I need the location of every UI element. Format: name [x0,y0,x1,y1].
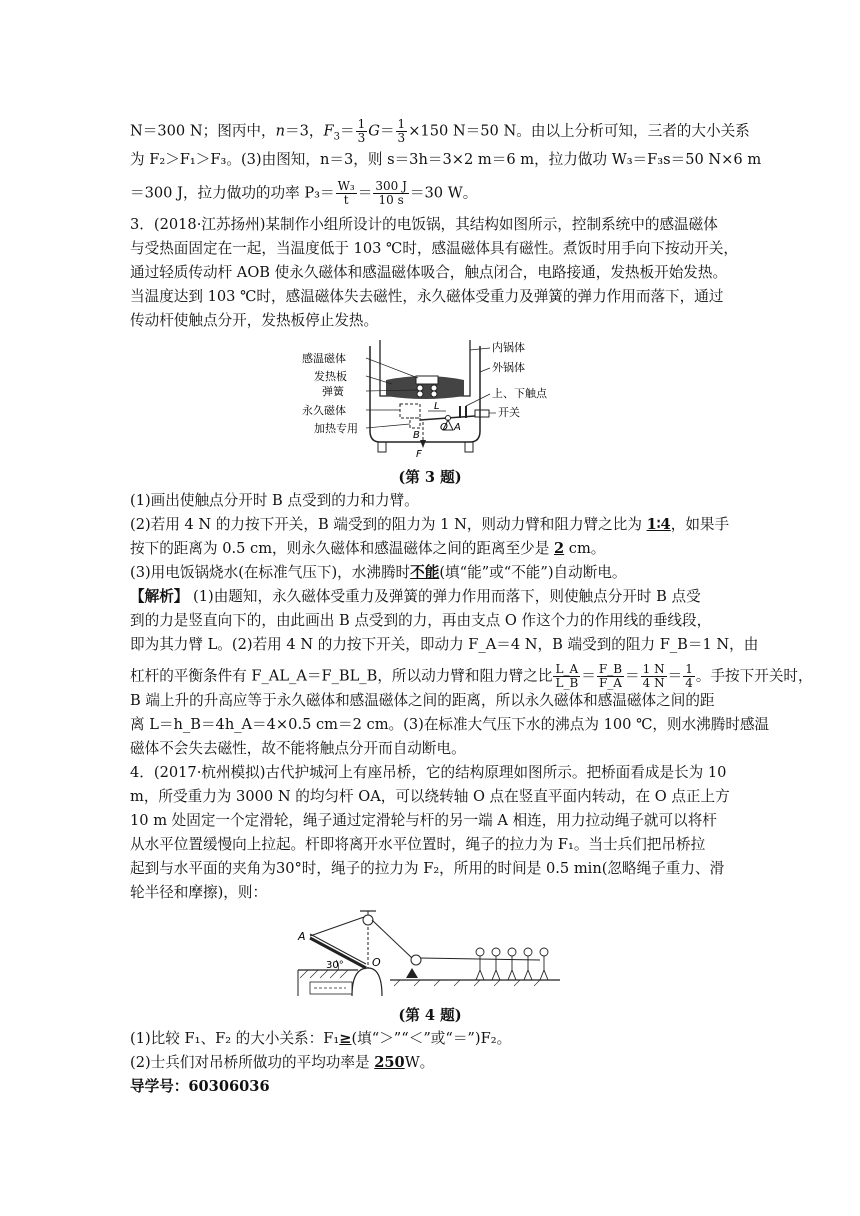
prev-solution-line-3: ＝300 J，拉力做功的功率 P₃＝ $\frac{\text{W₃}}{t}$ ＝ $\frac{300 J}{10 s}$ ＝30 W。 [130,179,478,207]
q4-line-4: 从水平位置缓慢向上拉起。杆即将离开水平位置时，绳子的拉力为 F₁。当士兵们把吊桥拉 [130,836,706,853]
q3-line-4: 当温度达到 103 ℃时，感温磁体失去磁性，永久磁体受重力及弹簧的弹力作用而落下，通过 [130,288,724,305]
label-A: A [298,930,306,943]
label-L: L [434,401,440,412]
label-spring: 弹簧 [322,385,344,398]
label-heating-plate: 发热板 [314,370,347,383]
q3-sub2-line1: (2)若用 4 N 的力按下开关，B 端受到的阻力为 1 N，则动力臂和阻力臂之比为 1∶4，如果手 [130,516,730,533]
fraction: $\frac{1 N}{4 N}$ [642,662,665,690]
prev-solution-line-2: 为 F₂＞F₁＞F₃。(3)由图知，n＝3，则 s＝3h＝3×2 m＝6 m，拉力做功 W₃＝F₃s＝50 N×6 m [130,151,762,168]
fraction: $\frac{1}{3}$ [397,117,406,145]
q3-sub3: (3)用电饭锅烧水(在标准气压下)，水沸腾时不能(填“能”或“不能”)自动断电。 [130,564,627,581]
guide-number: 导学号：60306036 [130,1078,270,1095]
q3-analysis-line4: 杠杆的平衡条件有 F_AL_A＝F_BL_B，所以动力臂和阻力臂之比 $\frac{L\_A}{L\_B}$ ＝ $\frac{F\_B}{F\_A}$ ＝ $\frac{1 N}{4 N}$ ＝ $\frac{1}{4}$ 。手按下开关时， [130,662,813,690]
q4-line-1: 4．(2017·杭州模拟)古代护城河上有座吊桥，它的结构原理如图所示。把桥面看成是长为 10 [130,764,727,781]
q4-line-5: 起到与水平面的夹角为30°时，绳子的拉力为 F₂，所用的时间是 0.5 min(忽略绳子重力、滑 [130,860,725,877]
q4-sub2: (2)士兵们对吊桥所做功的平均功率是 250W。 [130,1054,435,1071]
q4-line-3: 10 m 处固定一个定滑轮，绳子通过定滑轮与杆的另一端 A 相连，用力拉动绳子就可以将杆 [130,812,717,829]
fraction: $\frac{1}{4}$ [685,662,693,690]
q3-line-2: 与受热面固定在一起，当温度低于 103 ℃时，感温磁体具有磁性。煮饭时用手向下按动开关， [130,240,739,257]
fraction: $\frac{\text{W₃}}{t}$ [337,179,355,207]
answer: 不能 [410,564,440,581]
q3-analysis-line7: 磁体不会失去磁性，故不能将触点分开而自动断电。 [130,740,466,757]
q3-analysis-line2: 到的力是竖直向下的，由此画出 B 点受到的力，再由支点 O 作这个力的作用线的垂线段， [130,612,712,629]
fraction: $\frac{1}{3}$ [357,117,366,145]
label-inner-pot: 内锅体 [492,341,525,354]
label-permanent-magnet: 永久磁体 [302,404,346,417]
prev-solution-line-1: N＝300 N；图丙中，n＝3，$F_3=$ $\frac{1}{3}$ G＝ $\frac{1}{3}$ ×150 N＝50 N。由以上分析可知，三者的大小关系 [130,117,750,145]
q3-analysis-line1: 【解析】 (1)由题知，永久磁体受重力及弹簧的弹力作用而落下，则使触点分开时 B 点受 [130,588,701,605]
label-sensor-magnet: 感温磁体 [302,352,346,365]
q3-line-1: 3．(2018·江苏扬州)某制作小组所设计的电饭锅，其结构如图所示，控制系统中的感温磁体 [130,216,718,233]
label-contacts: 上、下触点 [492,387,547,400]
q3-line-5: 传动杆使触点分开，发热板停止发热。 [130,312,379,329]
drawbridge-diagram [290,908,570,1000]
fraction: $\frac{F\_B}{F\_A}$ [598,662,623,690]
answer: 250 [374,1054,405,1071]
q3-analysis-line6: 离 L＝h_B＝4h_A＝4×0.5 cm＝2 cm。(3)在标准大气压下水的沸点为 100 ℃，则水沸腾时感温 [130,716,770,733]
label-outer-pot: 外锅体 [492,361,525,374]
q3-sub1: (1)画出使触点分开时 B 点受到的力和力臂。 [130,492,419,509]
fraction: $\frac{300 J}{10 s}$ [375,179,407,207]
label-B: B [413,430,420,441]
label-F: F [416,449,422,460]
q4-sub1: (1)比较 F₁、F₂ 的大小关系：F₁≥(填“＞”“＜”或“＝”)F₂。 [130,1030,512,1047]
answer: 1∶4 [646,516,671,533]
q4-line-2: m，所受重力为 3000 N 的均匀杆 OA，可以绕转轴 O 点在竖直平面内转动，在 O 点正上方 [130,788,730,805]
label-O: O [372,956,381,969]
label-heating-only: 加热专用 [314,422,358,435]
q3-analysis-line5: B 端上升的升高应等于永久磁体和感温磁体之间的距离，所以永久磁体和感温磁体之间的距 [130,692,715,709]
label-angle: 30° [326,960,344,971]
answer: 2 [553,540,565,557]
q3-sub2-line2: 按下的距离为 0.5 cm，则永久磁体和感温磁体之间的距离至少是 2 cm。 [130,540,606,557]
label-switch: 开关 [498,406,520,419]
q4-line-6: 轮半径和摩擦)，则： [130,884,268,901]
label-A: A [454,422,461,433]
analysis-label: 【解析】 [130,588,189,605]
q3-line-3: 通过轻质传动杆 AOB 使永久磁体和感温磁体吸合，触点闭合，电路接通，发热板开始发热。 [130,264,728,281]
rice-cooker-diagram [300,336,590,460]
fraction: $\frac{L\_A}{L\_B}$ [555,662,579,690]
figure-4-caption: (第 4 题) [398,1007,462,1024]
answer: ≥ [339,1030,352,1047]
label-O: O [440,422,448,433]
q3-analysis-line3: 即为其力臂 L。(2)若用 4 N 的力按下开关，即动力 F_A＝4 N，B 端受到的阻力 F_B＝1 N，由 [130,636,759,653]
figure-3-caption: (第 3 题) [398,469,462,486]
